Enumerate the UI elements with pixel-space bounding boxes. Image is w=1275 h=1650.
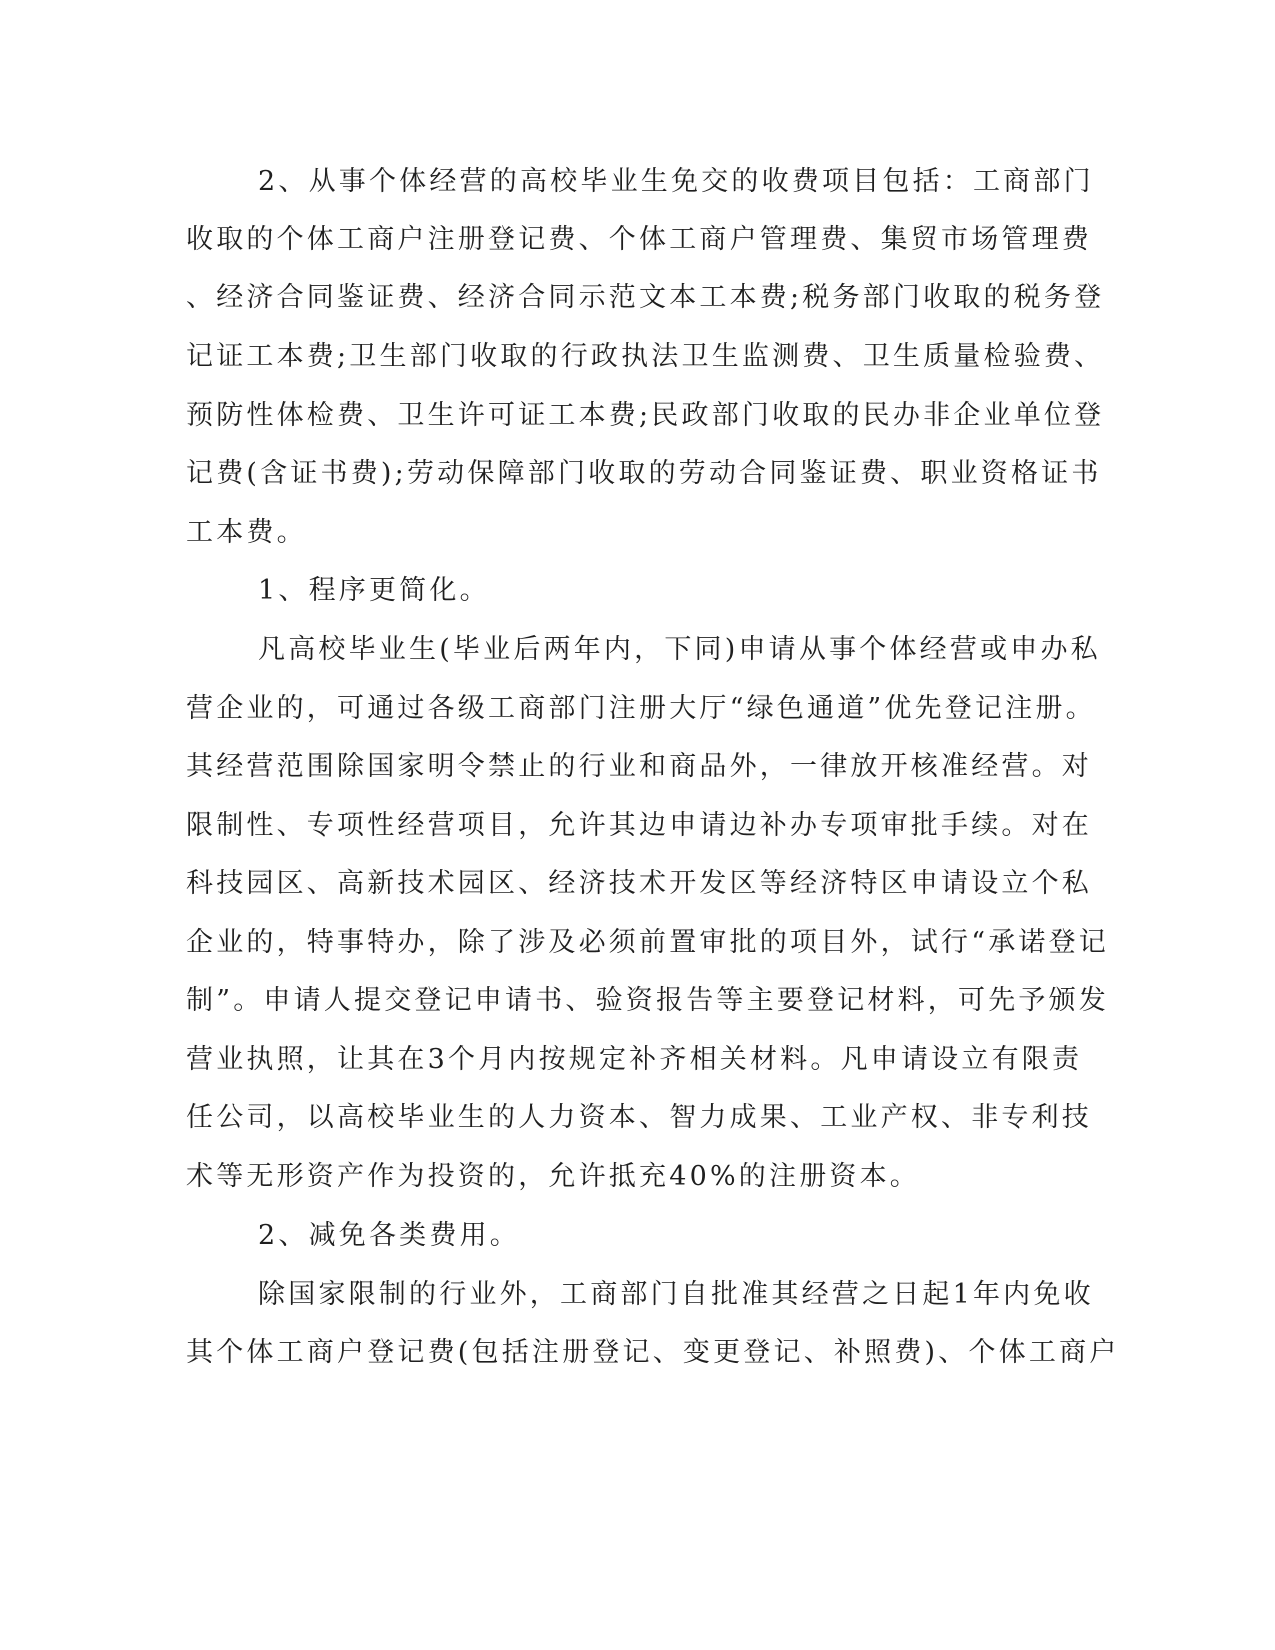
heading-fee-reduction: 2、减免各类费用。 <box>258 1220 520 1251</box>
paragraph-fee-exemption-line-5: 预防性体检费、卫生许可证工本费;民政部门收取的民办非企业单位登 <box>186 400 1105 431</box>
paragraph-registration-line-8: 营业执照，让其在3个月内按规定补齐相关材料。凡申请设立有限责 <box>186 1044 1083 1075</box>
paragraph-fee-exemption-line-7: 工本费。 <box>186 517 307 548</box>
paragraph-registration-line-7: 制”。申请人提交登记申请书、验资报告等主要登记材料，可先予颁发 <box>186 985 1110 1016</box>
paragraph-registration-line-2: 营企业的，可通过各级工商部门注册大厅“绿色通道”优先登记注册。 <box>186 693 1096 724</box>
paragraph-fee-exemption-line-3: 、经济合同鉴证费、经济合同示范文本工本费;税务部门收取的税务登 <box>186 282 1105 313</box>
paragraph-registration-line-5: 科技园区、高新技术园区、经济技术开发区等经济特区申请设立个私 <box>186 868 1092 899</box>
paragraph-registration-line-9: 任公司，以高校毕业生的人力资本、智力成果、工业产权、非专利技 <box>186 1102 1092 1133</box>
paragraph-fee-exemption-line-2: 收取的个体工商户注册登记费、个体工商户管理费、集贸市场管理费 <box>186 224 1092 255</box>
paragraph-fee-exemption-line-1: 2、从事个体经营的高校毕业生免交的收费项目包括：工商部门 <box>258 166 1094 197</box>
paragraph-registration-line-3: 其经营范围除国家明令禁止的行业和商品外，一律放开核准经营。对 <box>186 751 1092 782</box>
paragraph-registration-line-10: 术等无形资产作为投资的，允许抵充40%的注册资本。 <box>186 1161 921 1192</box>
paragraph-fee-reduction-line-2: 其个体工商户登记费(包括注册登记、变更登记、补照费)、个体工商户 <box>186 1337 1120 1368</box>
paragraph-fee-exemption-line-6: 记费(含证书费);劳动保障部门收取的劳动合同鉴证费、职业资格证书 <box>186 458 1102 489</box>
heading-simplified-procedure: 1、程序更简化。 <box>258 575 490 606</box>
paragraph-registration-line-4: 限制性、专项性经营项目，允许其边申请边补办专项审批手续。对在 <box>186 810 1092 841</box>
paragraph-fee-exemption-line-4: 记证工本费;卫生部门收取的行政执法卫生监测费、卫生质量检验费、 <box>186 341 1105 372</box>
paragraph-registration-line-6: 企业的，特事特办，除了涉及必须前置审批的项目外，试行“承诺登记 <box>186 927 1110 958</box>
paragraph-registration-line-1: 凡高校毕业生(毕业后两年内，下同)申请从事个体经营或申办私 <box>258 634 1101 665</box>
paragraph-fee-reduction-line-1: 除国家限制的行业外，工商部门自批准其经营之日起1年内免收 <box>258 1279 1094 1310</box>
